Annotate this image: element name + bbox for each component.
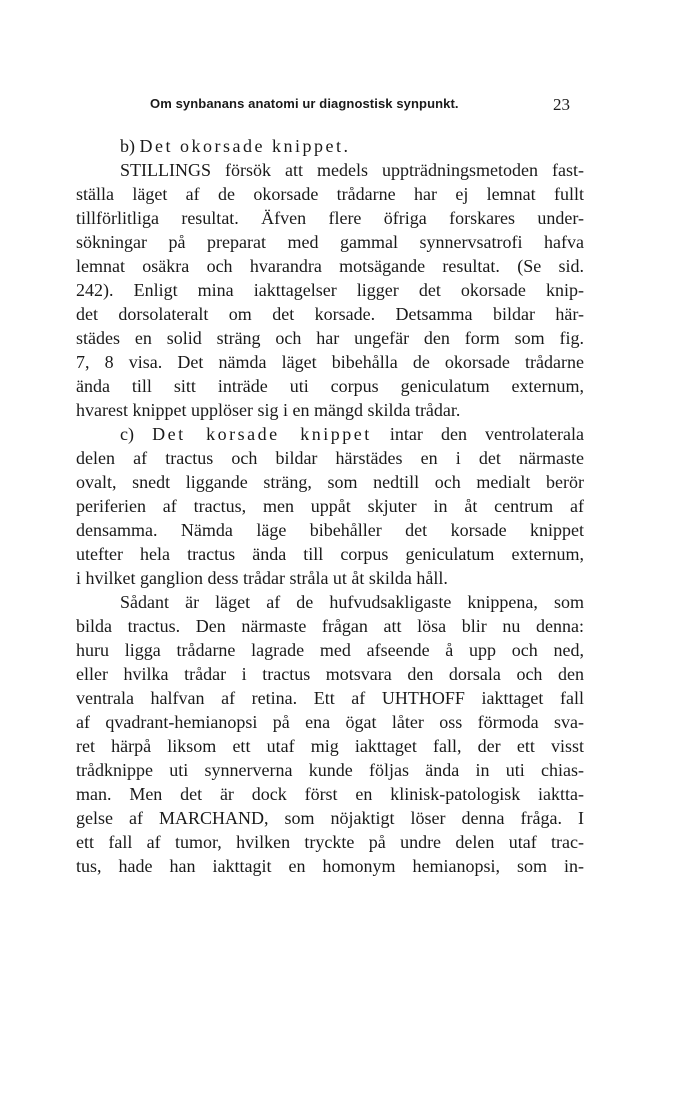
section-c-label: c) bbox=[120, 424, 134, 444]
paragraph-line: delen af tractus och bildar härstädes en i det närmaste bbox=[76, 448, 584, 468]
author-name: UHTHOFF bbox=[381, 688, 465, 708]
paragraph-line: städes en solid sträng och har ungefär den form som fig. bbox=[76, 328, 584, 348]
paragraph-line: tillförlitliga resultat. Äfven flere öfriga forskares under- bbox=[76, 208, 584, 228]
paragraph-line: ret härpå liksom ett utaf mig iakttaget fall, der ett visst bbox=[76, 736, 584, 756]
paragraph-line: lemnat osäkra och hvarandra motsägande resultat. (Se sid. bbox=[76, 256, 584, 276]
paragraph-line: bilda tractus. Den närmaste frågan att lösa blir nu denna: bbox=[76, 616, 584, 636]
section-c-title: Det korsade knippet bbox=[152, 424, 372, 444]
paragraph-line: Sådant är läget af de hufvudsakligaste knippena, som bbox=[120, 592, 584, 612]
paragraph-line: af qvadrant-hemianopsi på ena ögat låter oss förmoda sva- bbox=[76, 712, 584, 732]
paragraph-line: densamma. Nämda läge bibehåller det korsade knippet bbox=[76, 520, 584, 540]
paragraph-line: huru ligga trådarne lagrade med afseende å upp och ned, bbox=[76, 640, 584, 660]
section-b-label: b) bbox=[120, 136, 135, 156]
paragraph-line: periferien af tractus, men uppåt skjuter in åt centrum af bbox=[76, 496, 584, 516]
paragraph-line: ställa läget af de okorsade trådarne har ej lemnat fullt bbox=[76, 184, 584, 204]
paragraph-line: tus, hade han iakttagit en homonym hemianopsi, som in- bbox=[76, 856, 584, 876]
paragraph-line: hvarest knippet upplöser sig i en mängd skilda trådar. bbox=[76, 400, 461, 420]
paragraph-line: 7, 8 visa. Det nämda läget bibehålla de okorsade trådarne bbox=[76, 352, 584, 372]
paragraph-line: trådknippe uti synnerverna kunde följas ända in uti chias- bbox=[76, 760, 584, 780]
author-name: MARCHAND bbox=[159, 808, 265, 828]
paragraph-line: ovalt, snedt liggande sträng, som nedtill och medialt berör bbox=[76, 472, 584, 492]
body-text bbox=[76, 134, 584, 878]
paragraph-line: i hvilket ganglion dess trådar stråla ut åt skilda håll. bbox=[76, 568, 448, 588]
paragraph-line: det dorsolateralt om det korsade. Detsamma bildar här- bbox=[76, 304, 584, 324]
section-b-title: Det okorsade knippet. bbox=[139, 136, 351, 156]
author-name: STILLINGS bbox=[120, 160, 211, 180]
section-c-heading: c) Det korsade knippet intar den ventrolaterala bbox=[120, 424, 584, 444]
paragraph-line: gelse af MARCHAND, som nöjaktigt löser denna fråga. I bbox=[76, 808, 584, 828]
running-title: Om synbanans anatomi ur diagnostisk synpunkt. bbox=[150, 96, 459, 111]
paragraph-line: ända till sitt inträde uti corpus geniculatum externum, bbox=[76, 376, 584, 396]
paragraph-line: ventrala halfvan af retina. Ett af UHTHOFF iakttaget fall bbox=[76, 688, 584, 708]
paragraph-line: man. Men det är dock först en klinisk-patologisk iaktta- bbox=[76, 784, 584, 804]
paragraph-line: utefter hela tractus ända till corpus geniculatum externum, bbox=[76, 544, 584, 564]
paragraph-line: eller hvilka trådar i tractus motsvara den dorsala och den bbox=[76, 664, 584, 684]
paragraph-line: sökningar på preparat med gammal synnervsatrofi hafva bbox=[76, 232, 584, 252]
paragraph-line: ett fall af tumor, hvilken tryckte på undre delen utaf trac- bbox=[76, 832, 584, 852]
running-head bbox=[150, 90, 570, 114]
paragraph-line: 242). Enligt mina iakttagelser ligger det okorsade knip- bbox=[76, 280, 584, 300]
section-b-heading bbox=[76, 134, 584, 158]
paragraph-line: STILLINGS försök att medels uppträdningsmetoden fast- bbox=[120, 160, 584, 180]
page-number: 23 bbox=[553, 95, 570, 114]
